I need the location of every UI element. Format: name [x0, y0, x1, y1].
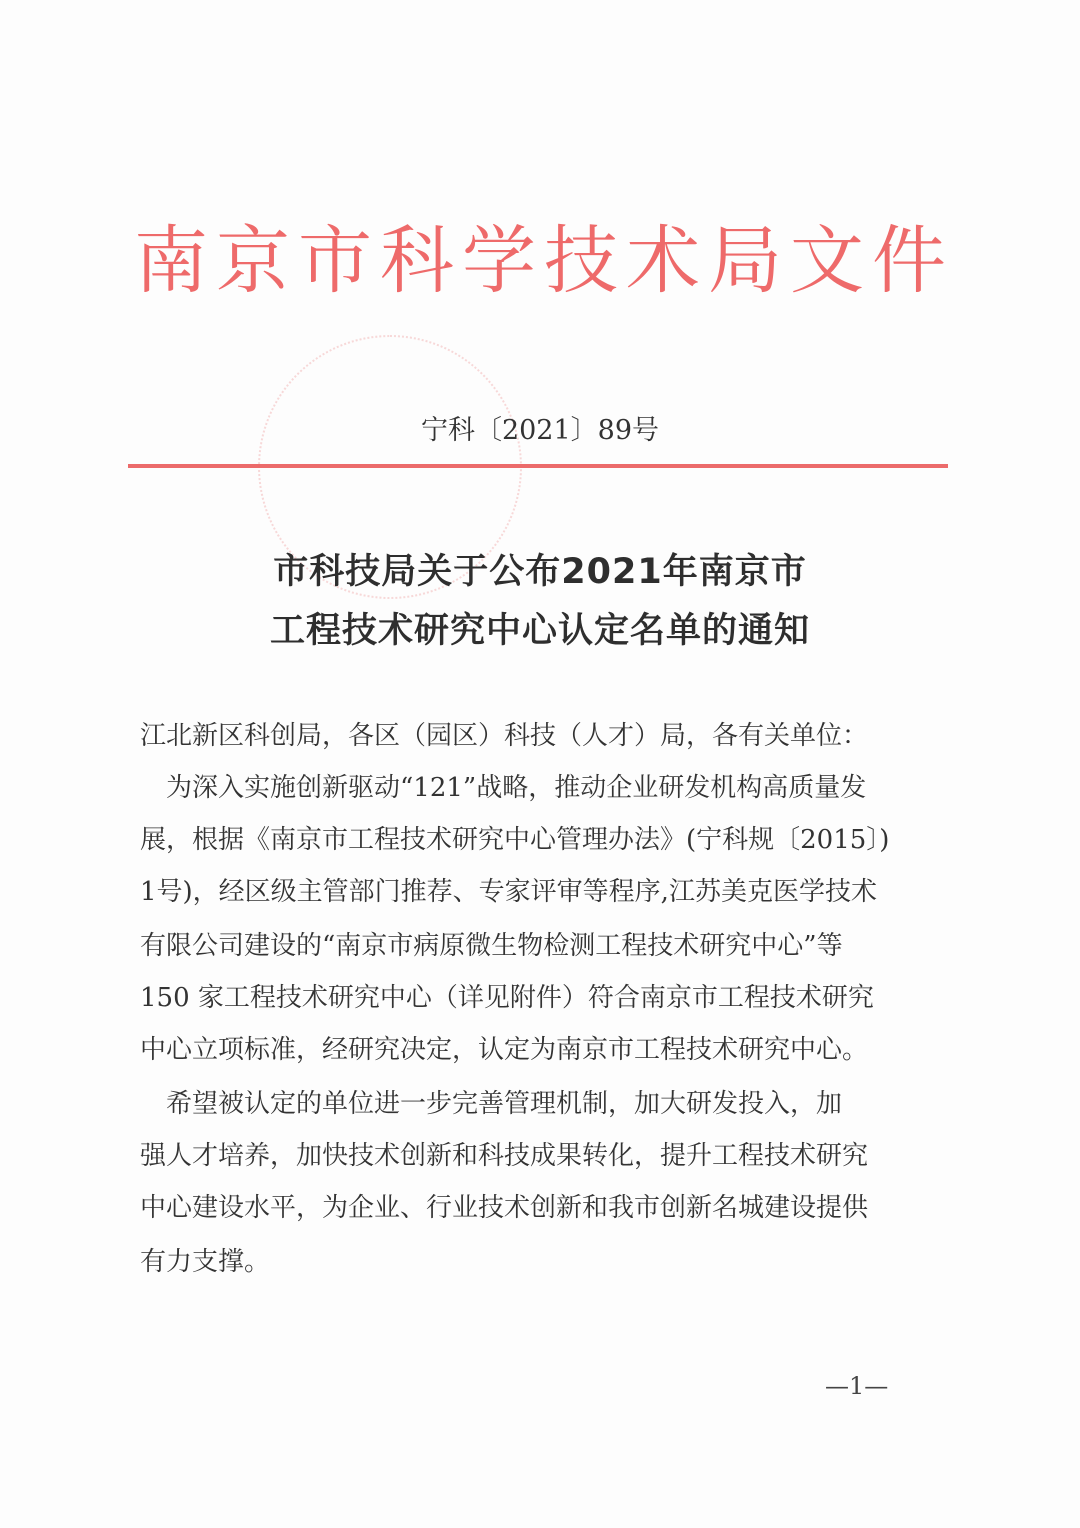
body-line: 希望被认定的单位进一步完善管理机制，加大研发投入，加 — [140, 1089, 843, 1119]
document-number: 宁科〔2021〕89号 — [420, 415, 660, 446]
red-divider-rule — [128, 464, 948, 468]
body-line: 1号)，经区级主管部门推荐、专家评审等程序,江苏美克医学技术 — [140, 877, 877, 907]
salutation: 江北新区科创局，各区（园区）科技（人才）局，各有关单位： — [140, 721, 869, 751]
issuer-char: 术 — [626, 218, 700, 304]
issuer-char: 件 — [872, 218, 946, 304]
issuer-char: 文 — [790, 218, 864, 304]
body-line: 中心建设水平，为企业、行业技术创新和我市创新名城建设提供 — [140, 1193, 869, 1223]
body-line: 有限公司建设的“南京市病原微生物检测工程技术研究中心”等 — [140, 931, 843, 961]
issuer-char: 学 — [462, 218, 536, 304]
body-line: 中心立项标准，经研究决定，认定为南京市工程技术研究中心。 — [140, 1035, 869, 1065]
issuer-char: 南 — [134, 218, 208, 304]
body-line: 有力支撑。 — [140, 1247, 271, 1277]
body-line: 强人才培养，加快技术创新和科技成果转化，提升工程技术研究 — [140, 1141, 869, 1171]
body-line: 展，根据《南京市工程技术研究中心管理办法》(宁科规〔2015〕) — [140, 825, 890, 855]
issuer-char: 技 — [544, 218, 618, 304]
issuer-char: 京 — [216, 218, 290, 304]
document-title-line-2: 工程技术研究中心认定名单的通知 — [269, 611, 810, 651]
issuer-char: 市 — [298, 218, 372, 304]
issuer-char: 科 — [380, 218, 454, 304]
issuer-header — [130, 205, 950, 305]
body-line: 为深入实施创新驱动“121”战略，推动企业研发机构高质量发 — [140, 773, 867, 803]
issuer-char: 局 — [708, 218, 782, 304]
body-line: 150 家工程技术研究中心（详见附件）符合南京市工程技术研究 — [140, 983, 874, 1013]
page-number: —1— — [825, 1372, 889, 1400]
document-title-line-1: 市科技局关于公布2021年南京市 — [273, 552, 807, 592]
